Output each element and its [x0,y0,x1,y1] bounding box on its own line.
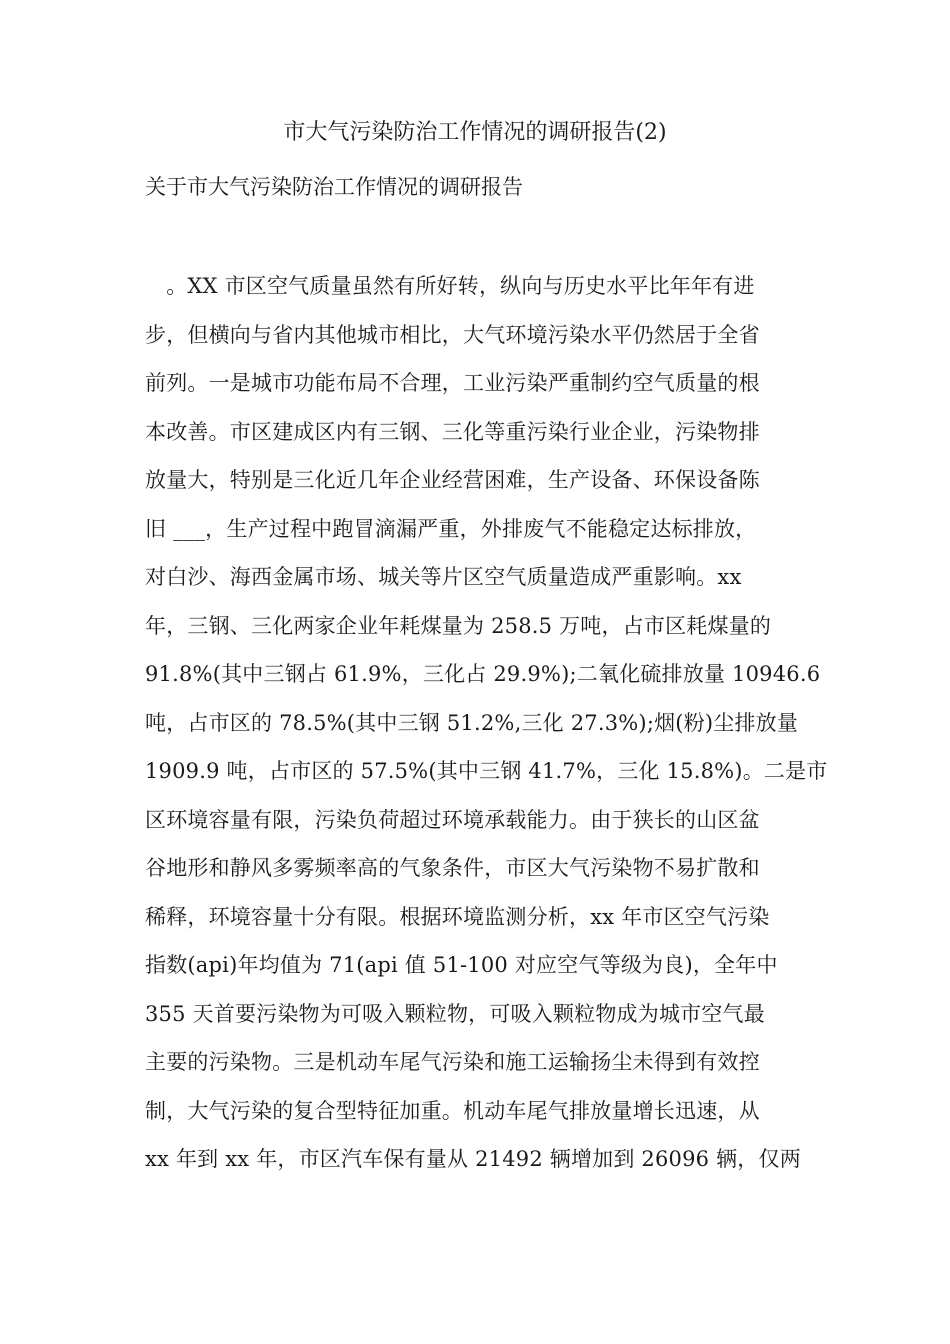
body-text-line: 步，但横向与省内其他城市相比，大气环境污染水平仍然居于全省 [145,322,760,347]
body-text-line: 区环境容量有限，污染负荷超过环境承载能力。由于狭长的山区盆 [145,807,760,832]
body-text-line: 1909.9 吨，占市区的 57.5%(其中三钢 41.7%，三化 15.8%)。二是市 [145,759,828,783]
body-text-line: 稀释，环境容量十分有限。根据环境监测分析，xx 年市区空气污染 [145,904,770,929]
body-text-line: 。XX 市区空气质量虽然有所好转，纵向与历史水平比年年有进 [145,274,755,298]
body-text-line: 放量大，特别是三化近几年企业经营困难，生产设备、环保设备陈 [145,468,760,492]
body-text-line: 吨，占市区的 78.5%(其中三钢 51.2%,三化 27.3%);烟(粉)尘排放量 [145,710,799,735]
document-body [145,268,828,1190]
body-text-line: 旧 ___，生产过程中跑冒滴漏严重，外排废气不能稳定达标排放， [145,516,757,541]
body-text-line: 本改善。市区建成区内有三钢、三化等重污染行业企业，污染物排 [145,419,760,444]
body-text-line: xx 年到 xx 年，市区汽车保有量从 21492 辆增加到 26096 辆，仅两 [145,1147,801,1171]
body-text-line: 制，大气污染的复合型特征加重。机动车尾气排放量增长迅速，从 [145,1098,760,1123]
document-title: 市大气污染防治工作情况的调研报告(2) [283,120,667,145]
body-text-line: 91.8%(其中三钢占 61.9%，三化占 29.9%);二氧化硫排放量 10946.6 [145,662,821,686]
body-text-line: 对白沙、海西金属市场、城关等片区空气质量造成严重影响。xx [145,565,742,589]
document-subtitle: 关于市大气污染防治工作情况的调研报告 [145,175,523,199]
body-text-line: 前列。一是城市功能布局不合理，工业污染严重制约空气质量的根 [145,371,760,395]
body-text-line: 谷地形和静风多雾频率高的气象条件，市区大气污染物不易扩散和 [145,856,760,880]
body-text-line: 年，三钢、三化两家企业年耗煤量为 258.5 万吨，占市区耗煤量的 [145,613,772,638]
body-text-line: 主要的污染物。三是机动车尾气污染和施工运输扬尘未得到有效控 [145,1050,760,1074]
body-text-line: 指数(api)年均值为 71(api 值 51-100 对应空气等级为良)，全年中 [145,953,778,977]
body-text-line: 355 天首要污染物为可吸入颗粒物，可吸入颗粒物成为城市空气最 [145,1001,765,1026]
